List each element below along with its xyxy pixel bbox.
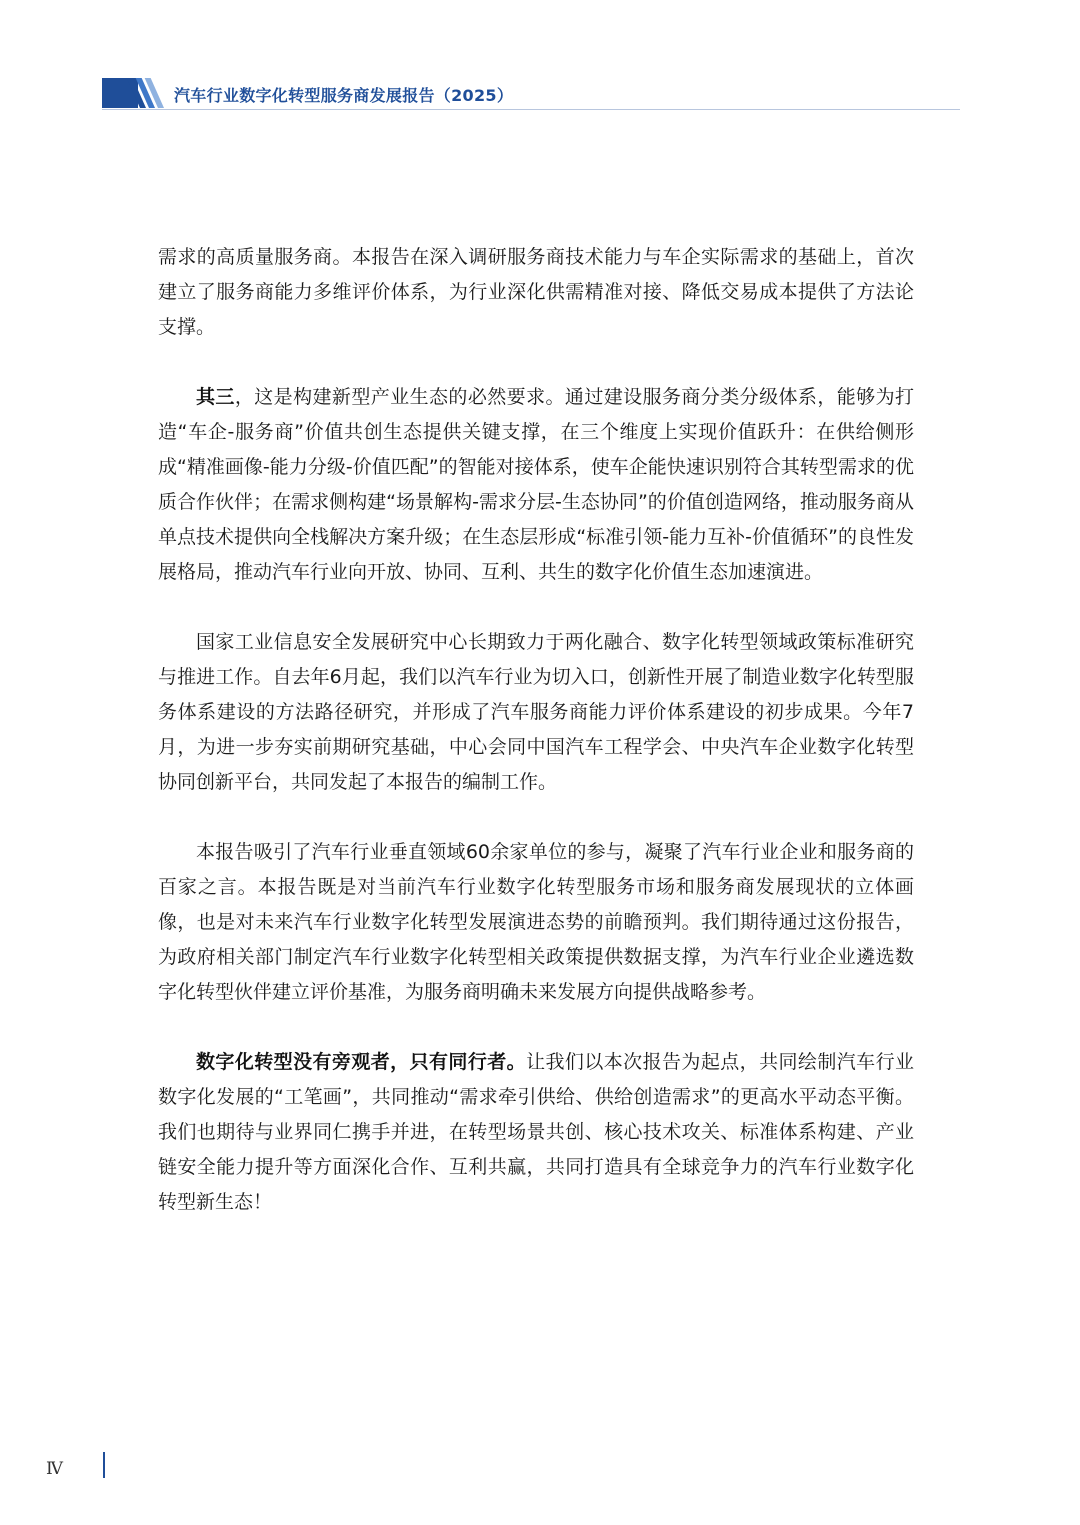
paragraph-2-text: ，这是构建新型产业生态的必然要求。通过建设服务商分类分级体系，能够为打造“车企-服务商”价值共创生态提供关键支撑，在三个维度上实现价值跃升：在供给侧形成“精准画像-能力分级-价值匹配”的智能对接体系，使车企能快速识别符合其转型需求的优质合作伙伴；在需求侧构建“场景解构-需求分层-生态协同”的价值创造网络，推动服务商从单点技术提供向全栈解决方案升级；在生态层形成“标准引领-能力互补-价值循环”的良性发展格局，推动汽车行业向开放、协同、互利、共生的数字化价值生态加速演进。 (158, 386, 914, 583)
paragraph-2 (158, 380, 914, 590)
page-number: Ⅳ (46, 1459, 63, 1478)
paragraph-2-lead: 其三 (196, 386, 235, 408)
paragraph-3-text: 国家工业信息安全发展研究中心长期致力于两化融合、数字化转型领域政策标准研究与推进工作。自去年6月起，我们以汽车行业为切入口，创新性开展了制造业数字化转型服务体系建设的方法路径研究，并形成了汽车服务商能力评价体系建设的初步成果。今年7月，为进一步夯实前期研究基础，中心会同中国汽车工程学会、中央汽车企业数字化转型协同创新平台，共同发起了本报告的编制工作。 (158, 631, 914, 793)
paragraph-5-text: 让我们以本次报告为起点，共同绘制汽车行业数字化发展的“工笔画”，共同推动“需求牵引供给、供给创造需求”的更高水平动态平衡。我们也期待与业界同仁携手并进，在转型场景共创、核心技术攻关、标准体系构建、产业链安全能力提升等方面深化合作、互利共赢，共同打造具有全球竞争力的汽车行业数字化转型新生态！ (158, 1051, 914, 1213)
page-header (102, 78, 960, 112)
body-text (158, 240, 914, 1255)
header-divider (102, 109, 960, 110)
paragraph-1-text: 需求的高质量服务商。本报告在深入调研服务商技术能力与车企实际需求的基础上，首次建立了服务商能力多维评价体系，为行业深化供需精准对接、降低交易成本提供了方法论支撑。 (158, 246, 914, 338)
report-title: 汽车行业数字化转型服务商发展报告（2025） (174, 86, 514, 105)
paragraph-3 (158, 625, 914, 800)
paragraph-5-lead: 数字化转型没有旁观者，只有同行者。 (196, 1051, 527, 1073)
paragraph-1 (158, 240, 914, 345)
paragraph-4-text: 本报告吸引了汽车行业垂直领域60余家单位的参与，凝聚了汽车行业企业和服务商的百家之言。本报告既是对当前汽车行业数字化转型服务市场和服务商发展现状的立体画像，也是对未来汽车行业数字化转型发展演进态势的前瞻预判。我们期待通过这份报告，为政府相关部门制定汽车行业数字化转型相关政策提供数据支撑，为汽车行业企业遴选数字化转型伙伴建立评价基准，为服务商明确未来发展方向提供战略参考。 (158, 841, 914, 1003)
footer-accent-line (103, 1452, 105, 1478)
paragraph-5 (158, 1045, 914, 1220)
paragraph-4 (158, 835, 914, 1010)
